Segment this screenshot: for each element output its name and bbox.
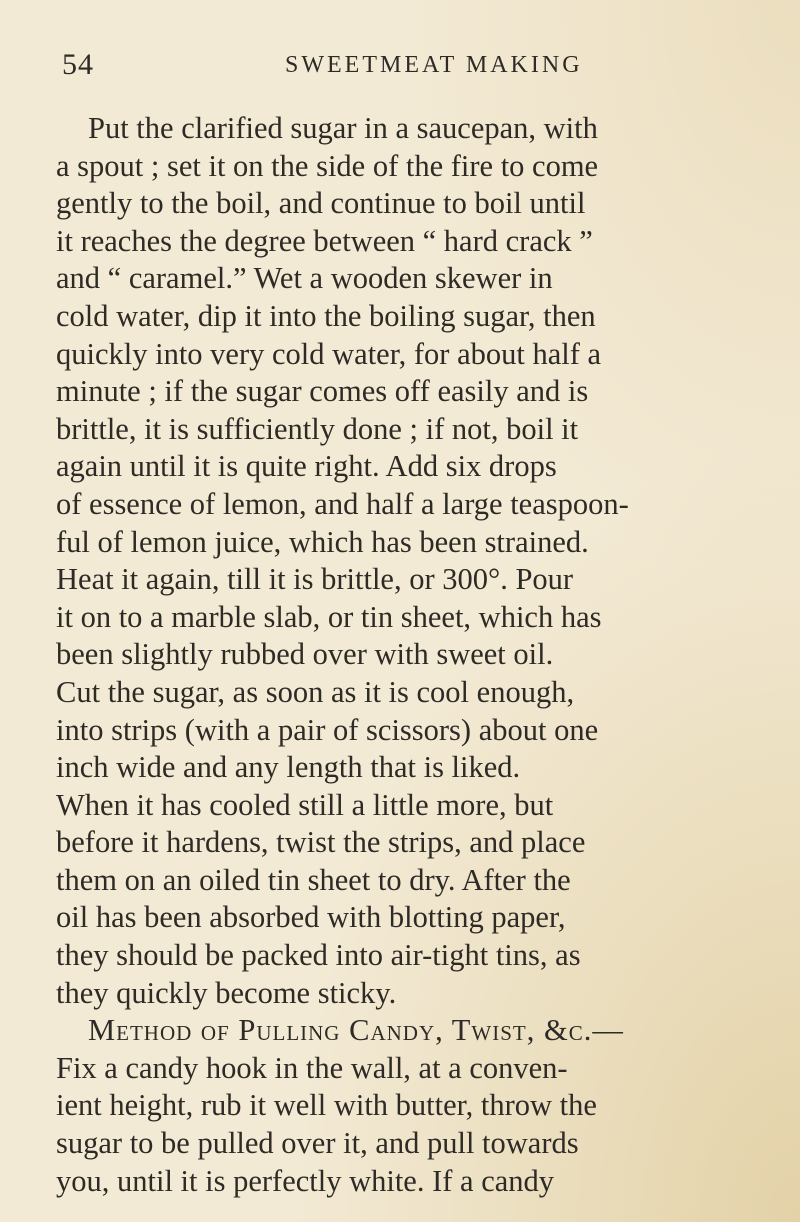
text-line: before it hardens, twist the strips, and place [56, 825, 586, 860]
text-line: it reaches the degree between “ hard crack ” [56, 223, 593, 258]
text-line: quickly into very cold water, for about half a [56, 336, 602, 371]
section-heading: Method of Pulling Candy, Twist, &c.— [88, 1013, 624, 1048]
text-line: into strips (with a pair of scissors) about one [56, 712, 599, 747]
text-line: cold water, dip it into the boiling sugar, then [56, 298, 596, 333]
text-line: been slightly rubbed over with sweet oil. [56, 637, 554, 672]
text-line: of essence of lemon, and half a large teaspoon- [56, 486, 629, 521]
text-line: gently to the boil, and continue to boil until [56, 186, 586, 221]
text-line: When it has cooled still a little more, but [56, 787, 554, 822]
text-line: it on to a marble slab, or tin sheet, which has [56, 599, 602, 634]
text-line: Fix a candy hook in the wall, at a conven- [56, 1050, 568, 1085]
text-line: inch wide and any length that is liked. [56, 750, 521, 785]
text-line: brittle, it is sufficiently done ; if not, boil it [56, 411, 579, 446]
text-line: they should be packed into air-tight tins, as [56, 938, 581, 973]
text-line: oil has been absorbed with blotting paper, [56, 900, 566, 935]
text-line: again until it is quite right. Add six drops [56, 449, 557, 484]
text-line: Cut the sugar, as soon as it is cool enough, [56, 674, 575, 709]
text-line: Put the clarified sugar in a saucepan, with [88, 111, 598, 145]
text-line: and “ caramel.” Wet a wooden skewer in [56, 261, 553, 296]
text-line: they quickly become sticky. [56, 975, 397, 1010]
text-line: a spout ; set it on the side of the fire to come [56, 148, 599, 183]
text-line: ient height, rub it well with butter, throw the [56, 1088, 597, 1123]
text-line: them on an oiled tin sheet to dry. After the [56, 862, 571, 897]
text-line: you, until it is perfectly white. If a candy [56, 1163, 555, 1198]
running-head [62, 48, 747, 88]
paragraph-caramel-method [56, 110, 754, 1012]
text-line: ful of lemon juice, which has been strained. [56, 524, 589, 559]
text-line: Heat it again, till it is brittle, or 300°. Pour [56, 562, 574, 597]
running-title: SWEETMEAT MAKING [285, 52, 583, 78]
text-line: sugar to be pulled over it, and pull towards [56, 1126, 579, 1161]
body-text [56, 110, 754, 1200]
paragraph-pulling-candy [56, 1012, 754, 1200]
section-heading-line [56, 1012, 754, 1050]
text-line: minute ; if the sugar comes off easily and is [56, 374, 589, 409]
page-number: 54 [62, 48, 94, 81]
